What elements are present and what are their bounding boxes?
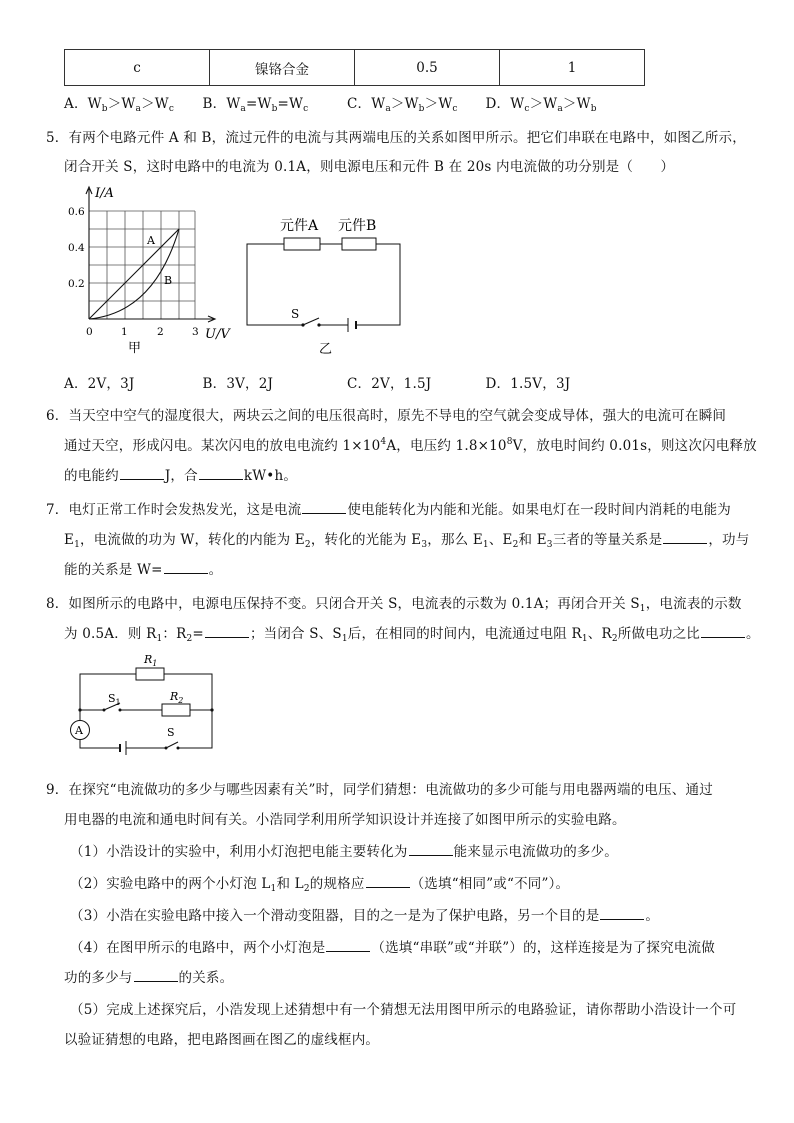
circuit-q8 xyxy=(66,650,226,762)
r1-label: $R_1$ xyxy=(144,653,158,668)
x-tick: 1 xyxy=(121,326,128,338)
junction xyxy=(210,708,213,711)
resistor-r1 xyxy=(136,668,164,680)
answer-blank[interactable] xyxy=(366,886,410,888)
switch-terminal xyxy=(317,323,320,326)
x-tick: 3 xyxy=(192,326,199,338)
graph-xlabel: U/V xyxy=(205,327,230,342)
answer-blank[interactable] xyxy=(199,478,243,480)
q4-option-d: D．Wc＞Wa＞Wb xyxy=(485,96,597,114)
r2-label: $R_2$ xyxy=(170,690,184,705)
q5-text-line1: 5．有两个电路元件 A 和 B，流过元件的电流与其两端电压的关系如图甲所示。把它们串联在电路中，如图乙所示， xyxy=(46,130,746,146)
q6-text-line3: 的电能约 J，合 kW•h。 xyxy=(64,468,298,484)
q4-option-c: C．Wa＞Wb＞Wc xyxy=(347,96,458,114)
answer-blank[interactable] xyxy=(701,636,745,638)
curve-b-label: B xyxy=(164,274,173,287)
switch-terminal xyxy=(301,323,304,326)
answer-blank[interactable] xyxy=(600,918,644,920)
q9-text-line2: 用电器的电流和通电时间有关。小浩同学利用所学知识设计并连接了如图甲所示的实验电路。 xyxy=(64,812,626,828)
switch-terminal xyxy=(103,709,106,712)
switch-terminal xyxy=(119,709,122,712)
ammeter-label: A xyxy=(75,724,83,737)
wire xyxy=(80,740,120,748)
y-tick: 0.4 xyxy=(68,242,85,254)
s-label: S xyxy=(167,726,175,739)
answer-blank[interactable] xyxy=(302,512,346,514)
junction xyxy=(78,708,81,711)
switch-label: S xyxy=(291,307,300,321)
element-b xyxy=(342,238,376,250)
iv-graph xyxy=(62,183,242,355)
table-cell: 镍铬合金 xyxy=(210,50,355,86)
answer-blank[interactable] xyxy=(134,980,178,982)
answer-blank[interactable] xyxy=(409,854,453,856)
q7-text-line1: 7．电灯正常工作时会发热发光，这是电流 使电能转化为内能和光能。如果电灯在一段时间内消耗的电能为 xyxy=(46,502,731,518)
y-tick: 0.2 xyxy=(68,278,85,290)
q9-part3: （3）小浩在实验电路中接入一个滑动变阻器，目的之一是为了保护电路，另一个目的是 。 xyxy=(70,908,660,924)
graph-axes xyxy=(86,187,215,322)
element-a xyxy=(284,238,320,250)
curve-a-label: A xyxy=(147,234,155,247)
graph-ylabel: I/A xyxy=(95,186,114,201)
switch-s xyxy=(166,742,178,748)
q6-text-line1: 6．当天空中空气的湿度很大，两块云之间的电压很高时，原先不导电的空气就会变成导体，强大的电流可在瞬间 xyxy=(46,408,727,424)
q5-option-d: D．1.5V，3J xyxy=(485,376,571,392)
q4-option-b: B．Wa=Wb=Wc xyxy=(202,96,309,114)
q6-text-line2: 通过天空，形成闪电。某次闪电的放电电流约 $1\times 10^4A$，电压约 $1.8\times 10^8V$，放电时间约 0.01s，则这次闪电释放 xyxy=(64,437,757,454)
answer-blank[interactable] xyxy=(663,542,707,544)
s1-label: $S_1$ xyxy=(108,692,121,707)
q9-text-line1: 9．在探究“电流做功的多少与哪些因素有关”时，同学们猜想：电流做功的多少可能与用电器两端的电压、通过 xyxy=(46,782,713,798)
q9-part4: （4）在图甲所示的电路中，两个小灯泡是 （选填“串联”或“并联”）的，这样连接是为了探究电流做 xyxy=(70,940,715,956)
q4-option-a: A．Wb＞Wa＞Wc xyxy=(64,96,175,114)
q4-options xyxy=(64,92,597,114)
switch-s xyxy=(303,318,319,325)
table-row xyxy=(65,50,645,86)
q9-part5: （5）完成上述探究后，小浩发现上述猜想中有一个猜想无法用图甲所示的电路验证，请你帮助小浩设计一个可 xyxy=(70,1002,737,1018)
answer-blank[interactable] xyxy=(205,636,249,638)
q5-option-a: A．2V，3J xyxy=(64,376,135,392)
circuit-yi xyxy=(238,212,418,357)
q8-text-line1: 8．如图所示的电路中，电源电压保持不变。只闭合开关 S，电流表的示数为 0.1A；再闭合开关 $S_1$，电流表的示数 xyxy=(46,596,742,614)
table-cell: c xyxy=(65,50,210,86)
element-b-label: 元件B xyxy=(338,218,377,234)
answer-blank[interactable] xyxy=(120,478,164,480)
y-tick: 0.6 xyxy=(68,206,85,218)
q9-part1: （1）小浩设计的实验中，利用小灯泡把电能主要转化为 能来显示电流做功的多少。 xyxy=(70,844,618,860)
q7-text-line2: $E_1$，电流做的功为 W，转化的内能为 $E_2$，转化的光能为 $E_3$，那么 $E_1$、$E_2$和 $E_3$三者的等量关系是 ，功与 xyxy=(64,532,750,550)
q5-options xyxy=(64,372,570,392)
q5-option-b: B．3V，2J xyxy=(202,376,274,392)
answer-blank[interactable] xyxy=(326,950,370,952)
q9-part5-cont: 以验证猜想的电路，把电路图画在图乙的虚线框内。 xyxy=(64,1032,380,1048)
q5-option-c: C．2V，1.5J xyxy=(347,376,432,392)
q9-part4-cont: 功的多少与 的关系。 xyxy=(64,970,234,986)
answer-blank[interactable] xyxy=(164,572,208,574)
wire xyxy=(356,244,400,325)
table-cell: 0.5 xyxy=(355,50,500,86)
q8-text-line2: 为 0.5A．则 $R_1$：$R_2=$ ；当闭合 S、$S_1$后，在相同的时间内，电流通过电阻 $R_1$、$R_2$所做电功之比 。 xyxy=(64,626,760,644)
element-a-label: 元件A xyxy=(280,218,319,234)
graph-caption: 甲 xyxy=(128,341,142,355)
x-tick: 2 xyxy=(157,326,164,338)
table-cell: 1 xyxy=(500,50,645,86)
q7-text-line3: 能的关系是 W= 。 xyxy=(64,562,223,578)
x-tick: 0 xyxy=(86,326,93,338)
circuit-caption: 乙 xyxy=(319,342,333,357)
resistor-r2 xyxy=(162,704,190,716)
q9-part2: （2）实验电路中的两个小灯泡 $L_1$和 $L_2$的规格应 （选填“相同”或“不同”）。 xyxy=(70,876,570,894)
switch-terminal xyxy=(177,747,180,750)
switch-terminal xyxy=(165,747,168,750)
q5-text-line2: 闭合开关 S，这时电路中的电流为 0.1A，则电源电压和元件 B 在 20s 内电流做的功分别是（ ） xyxy=(64,159,675,175)
material-table xyxy=(64,49,645,86)
